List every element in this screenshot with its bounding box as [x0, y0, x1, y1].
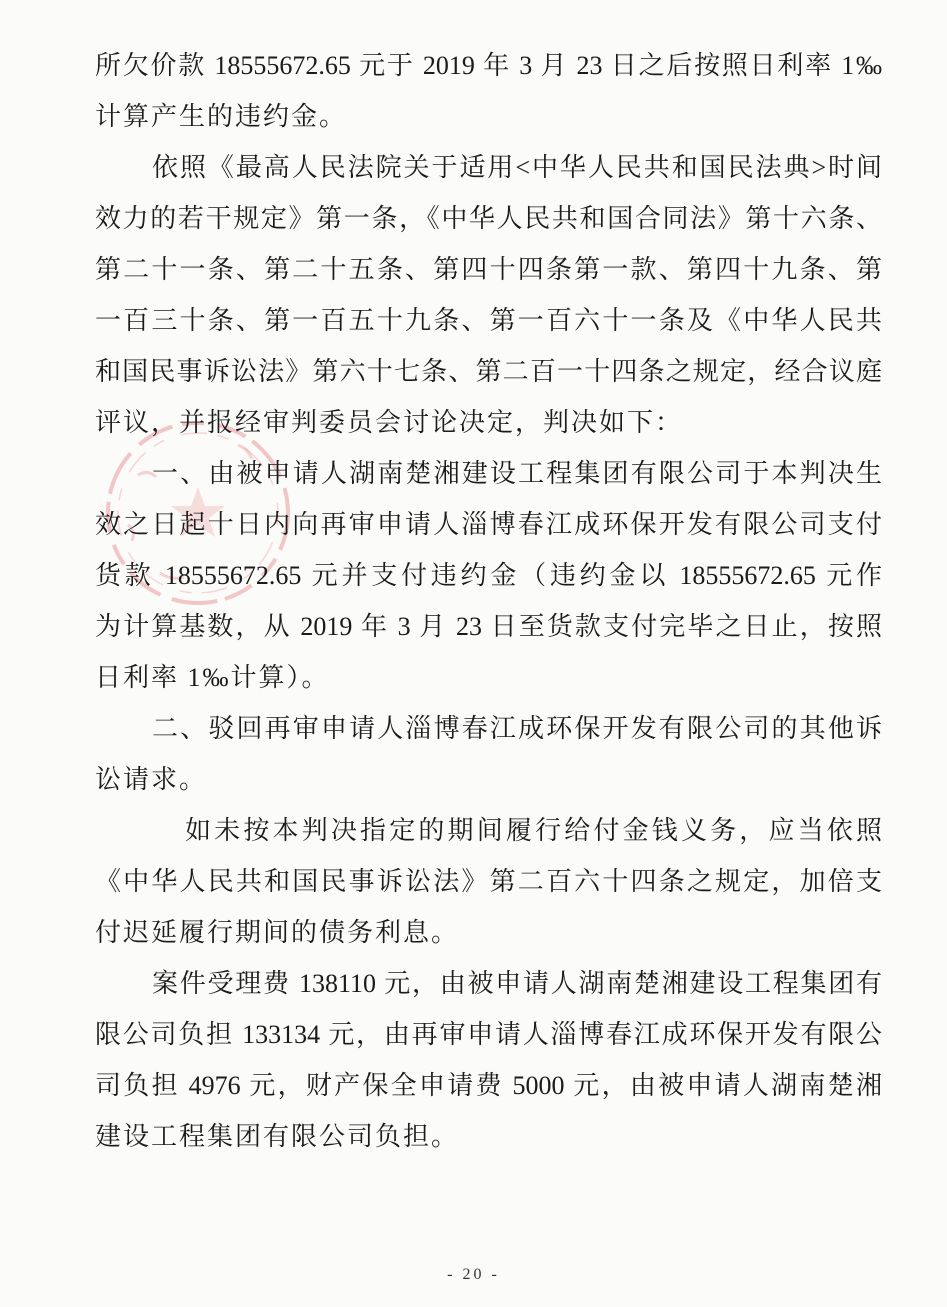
page-number: - 20 -: [447, 1266, 500, 1283]
text-line: 建设工程集团有限公司负担。: [95, 1122, 460, 1151]
text-line: 一百三十条、第一百五十九条、第一百六十一条及《中华人民共: [95, 306, 882, 335]
text-line: 限公司负担 133134 元，由再审申请人淄博春江成环保开发有限公: [95, 1020, 882, 1049]
judgment-item-two: [95, 703, 882, 805]
paragraph-court-fees: [95, 958, 882, 1162]
text-line: 效之日起十日内向再审申请人淄博春江成环保开发有限公司支付: [95, 510, 882, 539]
text-line: 计算产生的违约金。: [95, 102, 348, 131]
document-body: [95, 40, 882, 1162]
text-line: 《中华人民共和国民事诉讼法》第二百六十四条之规定，加倍支: [95, 867, 882, 896]
text-line: 货款 18555672.65 元并支付违约金（违约金以 18555672.65 元作: [95, 561, 882, 590]
text-line: 一、由被申请人湖南楚湘建设工程集团有限公司于本判决生: [152, 459, 882, 488]
text-line: 二、驳回再审申请人淄博春江成环保开发有限公司的其他诉: [152, 714, 882, 743]
text-line: 日利率 1‰计算）。: [95, 663, 330, 692]
text-line: 案件受理费 138110 元，由被申请人湖南楚湘建设工程集团有: [152, 969, 882, 998]
text-line: 和国民事诉讼法》第六十七条、第二百一十四条之规定，经合议庭: [95, 357, 882, 386]
paragraph-enforcement-notice: [95, 805, 882, 958]
text-line: 司负担 4976 元，财产保全申请费 5000 元，由被申请人湖南楚湘: [95, 1071, 882, 1100]
paragraph-legal-basis: [95, 142, 882, 448]
text-line: 为计算基数，从 2019 年 3 月 23 日至货款支付完毕之日止，按照: [95, 612, 882, 641]
text-line: 如未按本判决指定的期间履行给付金钱义务，应当依照: [185, 816, 882, 845]
text-line: 讼请求。: [95, 765, 208, 794]
text-line: 依照《最高人民法院关于适用<中华人民共和国民法典>时间: [152, 153, 882, 182]
paragraph-penalty-clause: [95, 40, 882, 142]
text-line: 第二十一条、第二十五条、第四十四条第一款、第四十九条、第: [95, 255, 882, 284]
text-line: 付迟延履行期间的债务利息。: [95, 918, 460, 947]
text-line: 效力的若干规定》第一条，《中华人民共和国合同法》第十六条、: [95, 204, 882, 233]
text-line: 所欠价款 18555672.65 元于 2019 年 3 月 23 日之后按照日利率 1‰: [95, 51, 882, 80]
text-line: 评议，并报经审判委员会讨论决定，判决如下：: [95, 408, 684, 437]
judgment-item-one: [95, 448, 882, 703]
